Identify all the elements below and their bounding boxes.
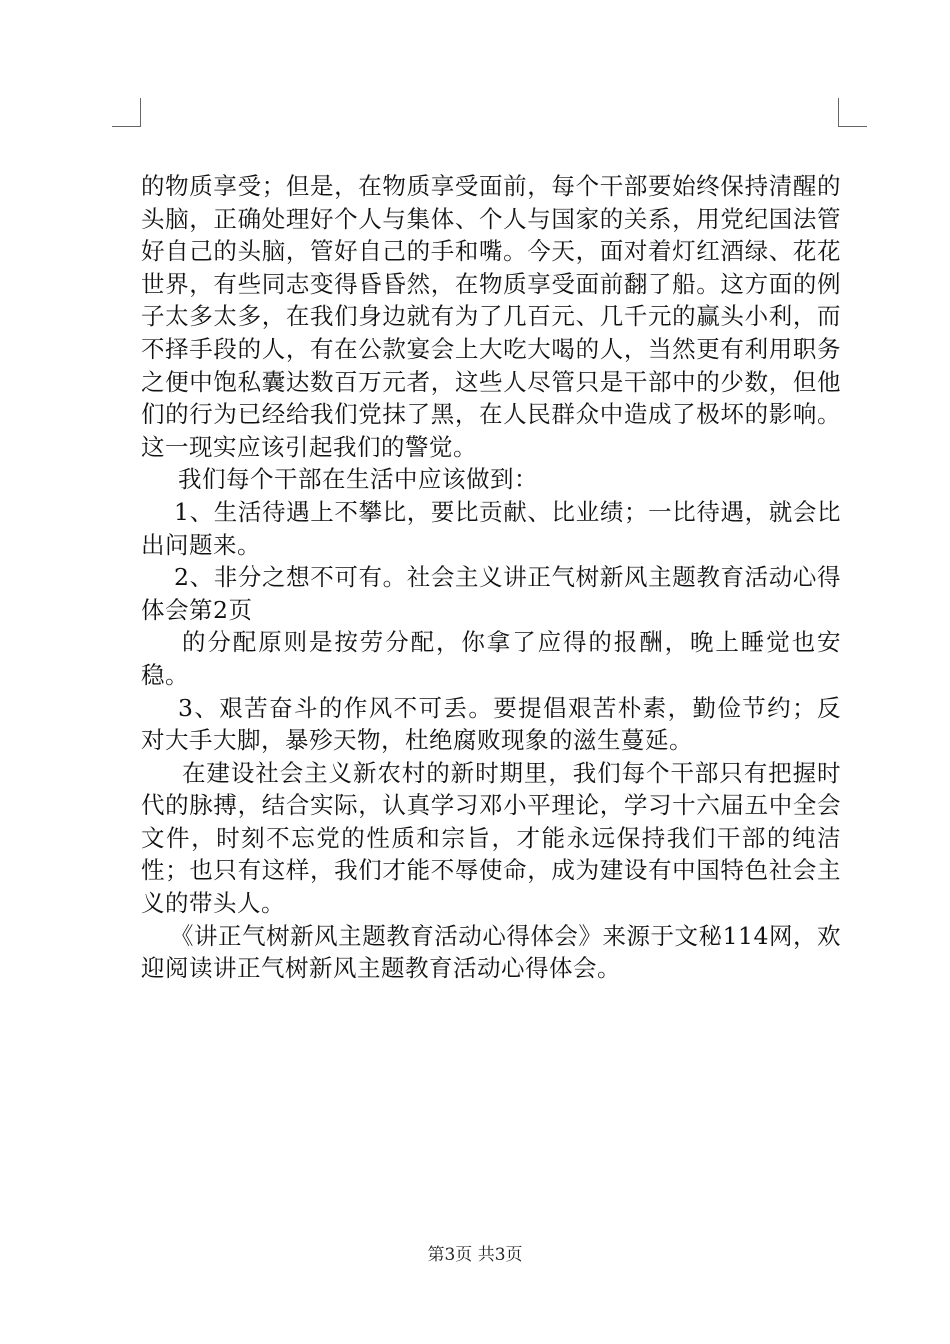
paragraph-5: 的分配原则是按劳分配，你拿了应得的报酬，晚上睡觉也安稳。 bbox=[141, 628, 841, 689]
paragraph-2: 我们每个干部在生活中应该做到： bbox=[178, 465, 538, 494]
paragraph-3: 1、生活待遇上不攀比，要比贡献、比业绩；一比待遇，就会比出问题来。 bbox=[141, 497, 841, 559]
document-body bbox=[141, 170, 841, 985]
crop-mark-top-left bbox=[112, 98, 141, 127]
page-footer: 第3页 共3页 bbox=[427, 1245, 523, 1265]
paragraph-4: 2、非分之想不可有。社会主义讲正气树新风主题教育活动心得体会第2页 bbox=[141, 563, 841, 624]
crop-mark-top-right bbox=[838, 98, 867, 127]
paragraph-1: 的物质享受；但是，在物质享受面前，每个干部要始终保持清醒的头脑，正确处理好个人与集体、个人与国家的关系，用党纪国法管好自己的头脑，管好自己的手和嘴。今天，面对着灯红酒绿、花花世界，有些同志变得昏昏然，在物质享受面前翻了船。这方面的例子太多太多，在我们身边就有为了几百元、几千元的赢头小利，而不择手段的人，有在公款宴会上大吃大喝的人，当然更有利用职务之便中饱私囊达数百万元者，这些人尽管只是干部中的少数，但他们的行为已经给我们党抹了黑，在人民群众中造成了极坏的影响。这一现实应该引起我们的警觉。 bbox=[141, 172, 841, 461]
paragraph-8: 《讲正气树新风主题教育活动心得体会》来源于文秘114网，欢迎阅读讲正气树新风主题教育活动心得体会。 bbox=[141, 921, 841, 983]
paragraph-6: 3、艰苦奋斗的作风不可丢。要提倡艰苦朴素，勤俭节约；反对大手大脚，暴殄天物，杜绝腐败现象的滋生蔓延。 bbox=[141, 693, 841, 755]
paragraph-7: 在建设社会主义新农村的新时期里，我们每个干部只有把握时代的脉搏，结合实际，认真学习邓小平理论，学习十六届五中全会文件，时刻不忘党的性质和宗旨，才能永远保持我们干部的纯洁性；也只有这样，我们才能不辱使命，成为建设有中国特色社会主义的带头人。 bbox=[141, 758, 841, 918]
